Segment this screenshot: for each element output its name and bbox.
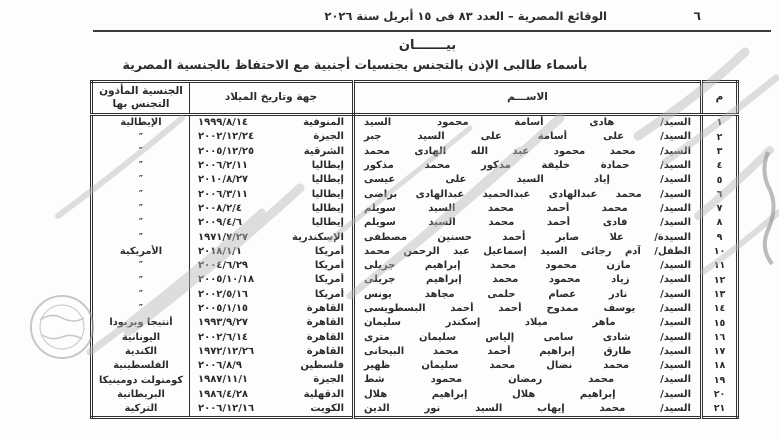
birth-cell-inner	[190, 145, 352, 159]
table-row	[92, 345, 738, 359]
birth-cell	[190, 388, 354, 402]
birth-date: ٢٠٠٤/٦/٢٩	[198, 260, 249, 272]
header-rule	[93, 30, 771, 32]
name-cell: السيد/ نادر عصام حلمى مجاهد يونس	[354, 288, 702, 302]
serial-cell: ١٣	[713, 288, 726, 300]
name-cell: السيد/ ماهر ميلاد إسكندر سليمان	[354, 316, 702, 330]
nationality-cell: ″	[138, 303, 144, 315]
name-cell: السيد/ محمد نضال محمد سليمان ظهير	[354, 359, 702, 373]
birth-cell-inner	[190, 316, 352, 330]
birth-cell-inner	[190, 330, 352, 344]
birth-cell-inner	[190, 187, 352, 201]
table-row	[92, 373, 738, 387]
serial-cell: ٣	[716, 145, 723, 157]
nationality-cell: الفلسطينية	[113, 360, 169, 372]
birth-date: ٢٠١٨/١/١	[198, 245, 242, 257]
birth-cell-inner	[190, 173, 352, 187]
birth-cell	[190, 402, 354, 418]
name-cell: السيد/ هادى أسامة محمود السيد	[354, 115, 702, 131]
birth-cell-inner	[190, 116, 352, 130]
birth-place: أمريكا	[314, 245, 344, 257]
column-header-serial: م	[702, 82, 738, 115]
birth-cell	[190, 316, 354, 330]
serial-cell: ١٢	[713, 274, 726, 286]
birth-place: القاهرة	[306, 345, 344, 357]
birth-place: القاهرة	[306, 303, 344, 314]
birth-cell-inner	[190, 202, 352, 216]
serial-cell: ٤	[716, 160, 723, 172]
name-cell: السيد/ محمد محمود عبد الله الهادى محمد	[354, 145, 702, 159]
birth-cell	[190, 115, 354, 131]
name-cell: السيد/ محمد إيهاب السيد نور الدين	[354, 402, 702, 418]
birth-cell-inner	[190, 288, 352, 302]
naturalization-table	[90, 80, 739, 419]
birth-place: القاهرة	[306, 331, 344, 343]
nationality-cell: ″	[138, 217, 144, 229]
birth-date: ١٩٩٣/٩/٢٧	[198, 317, 249, 329]
column-header-nationality-line2: التجنس بها	[112, 98, 170, 110]
birth-place: إيطاليا	[311, 217, 344, 229]
table-row	[92, 359, 738, 373]
name-cell: السيد/ محمد عبدالهادى عبدالحميد عبدالهادى براضى	[354, 187, 702, 201]
table-row	[92, 330, 738, 344]
nationality-cell: ″	[138, 145, 144, 157]
serial-cell: ٢١	[713, 403, 726, 415]
serial-cell: ٧	[716, 203, 723, 215]
table-row	[92, 202, 738, 216]
nationality-cell: الأمريكية	[119, 245, 163, 257]
birth-cell	[190, 359, 354, 373]
birth-cell	[190, 302, 354, 316]
serial-cell: ٨	[716, 217, 723, 229]
birth-place: فلسطين	[300, 360, 344, 372]
birth-place: أمريكا	[314, 288, 344, 300]
birth-date: ١٩٨٦/٤/٢٨	[198, 388, 249, 400]
nationality-cell: ″	[138, 131, 144, 143]
birth-cell	[190, 159, 354, 173]
birth-place: إيطاليا	[311, 160, 344, 172]
birth-cell-inner	[190, 373, 352, 387]
birth-place: الجيزة	[313, 374, 344, 386]
serial-cell: ١٠	[713, 246, 726, 258]
gazette-header-title: الوقائع المصرية – العدد ٨٣ فى ١٥ أبريل سنة ٢٠٢٦	[324, 9, 607, 23]
birth-cell	[190, 230, 354, 244]
nationality-cell: ″	[138, 274, 144, 286]
birth-date: ٢٠٠٥/١٢/٢٥	[198, 145, 255, 157]
birth-place: المنوفية	[303, 117, 344, 129]
table-row	[92, 230, 738, 244]
birth-date: ٢٠١٠/٨/٢٧	[198, 174, 249, 186]
birth-cell	[190, 245, 354, 259]
table-row	[92, 115, 738, 131]
birth-place: الإسكندرية	[292, 231, 344, 243]
nationality-cell: ″	[138, 260, 144, 272]
birth-cell	[190, 130, 354, 144]
birth-date: ٢٠٠٢/١٢/٢٤	[198, 131, 255, 143]
birth-cell-inner	[190, 245, 352, 259]
table-row	[92, 316, 738, 330]
nationality-cell: ″	[138, 288, 144, 300]
table-header-row	[92, 82, 738, 115]
birth-cell	[190, 330, 354, 344]
nationality-cell: الكندية	[124, 346, 157, 357]
page-number: ٦	[693, 9, 701, 23]
document-title: بيـــــــان	[398, 38, 457, 53]
serial-cell: ١٥	[713, 317, 726, 329]
serial-cell: ١	[716, 117, 723, 129]
birth-cell-inner	[190, 302, 352, 316]
birth-place: الشرقية	[303, 145, 344, 157]
birth-date: ٢٠٠٢/٦/١٤	[198, 331, 249, 343]
name-cell: السيد/ محمد رمضان محمود شط	[354, 373, 702, 387]
serial-cell: ١٩	[713, 374, 726, 386]
serial-cell: ٥	[716, 174, 723, 186]
nationality-cell: اليونانية	[121, 331, 161, 343]
column-header-nationality-line1: الجنسية المأذون	[99, 84, 183, 97]
nationality-cell: كومنولث دومينيكا	[98, 374, 184, 386]
column-header-name: الاســـم	[354, 82, 702, 115]
birth-place: إيطاليا	[311, 188, 344, 200]
birth-cell	[190, 173, 354, 187]
table-row	[92, 145, 738, 159]
birth-cell-inner	[190, 230, 352, 244]
serial-cell: ١٧	[713, 346, 726, 358]
margin-ornament	[764, 152, 773, 264]
birth-cell	[190, 187, 354, 201]
name-cell: السيد/ حمادة خليفة مذكور محمد مذكور	[354, 159, 702, 173]
birth-cell	[190, 373, 354, 387]
document-subtitle: بأسماء طالبى الإذن بالتجنس بجنسيات أجنبية مع الاحتفاظ بالجنسية المصرية	[122, 57, 588, 72]
birth-date: ٢٠٠٦/١٢/١٦	[198, 403, 255, 415]
table-row	[92, 302, 738, 316]
birth-date: ٢٠٠٢/٥/١٦	[198, 288, 249, 300]
birth-cell-inner	[190, 345, 352, 359]
birth-place: الدقهلية	[303, 388, 344, 400]
nationality-cell: التركية	[124, 403, 158, 415]
birth-place: الكويت	[310, 403, 344, 415]
serial-cell: ٩	[716, 231, 723, 243]
birth-date: ٢٠٠٥/١٠/١٨	[198, 274, 255, 286]
birth-place: أمريكا	[314, 274, 344, 286]
birth-place: أمريكا	[314, 260, 344, 272]
birth-cell	[190, 288, 354, 302]
serial-cell: ٢	[716, 131, 723, 143]
birth-date: ٢٠٠٨/٢/٤	[198, 202, 242, 214]
birth-date: ٢٠٠٦/٢/١١	[198, 160, 249, 172]
name-cell: السيد/ طارق إبراهيم أحمد محمد البيحانى	[354, 345, 702, 359]
table-row	[92, 159, 738, 173]
birth-cell	[190, 273, 354, 287]
birth-place: القاهرة	[306, 317, 344, 329]
nationality-cell: أنتيجا وبربودا	[109, 317, 173, 329]
birth-cell	[190, 145, 354, 159]
birth-cell	[190, 216, 354, 230]
official-stamp-circle	[31, 296, 93, 358]
serial-cell: ١٨	[713, 360, 726, 372]
birth-cell	[190, 259, 354, 273]
birth-place: إيطاليا	[311, 202, 344, 214]
name-cell: السيدة/ علا صابر أحمد حسنين مصطفى	[354, 230, 702, 244]
name-cell: السيد/ زياد محمود محمد إبراهيم جريلى	[354, 273, 702, 287]
serial-cell: ١٦	[713, 331, 726, 343]
table-row	[92, 288, 738, 302]
birth-date: ١٩٩٩/٨/١٤	[198, 117, 249, 129]
birth-cell-inner	[190, 402, 352, 416]
name-cell: السيد/ إياد السيد على عيسى	[354, 173, 702, 187]
birth-date: ٢٠٠٩/٤/٦	[198, 217, 242, 229]
column-header-birth: جهة وتاريخ الميلاد	[190, 82, 354, 115]
birth-cell-inner	[190, 130, 352, 144]
birth-cell-inner	[190, 159, 352, 173]
birth-place: إيطاليا	[311, 174, 344, 186]
table-row	[92, 273, 738, 287]
birth-date: ٢٠٠٦/٣/١١	[198, 188, 249, 200]
birth-date: ٢٠٠٦/٨/٩	[198, 360, 242, 372]
serial-cell: ٦	[716, 188, 723, 200]
birth-cell-inner	[190, 273, 352, 287]
serial-cell: ٢٠	[713, 389, 726, 401]
name-cell: السيد/ يوسف ممدوح أحمد أحمد البسطويسى	[354, 302, 702, 316]
table-row	[92, 187, 738, 201]
table-row	[92, 245, 738, 259]
nationality-cell: الإيطالية	[120, 117, 162, 129]
table-row	[92, 130, 738, 144]
table-row	[92, 259, 738, 273]
birth-cell-inner	[190, 388, 352, 402]
birth-cell-inner	[190, 216, 352, 230]
naturalization-table-wrapper	[90, 80, 739, 419]
birth-date: ٢٠٠٥/١/١٥	[198, 303, 249, 314]
birth-place: الجيزة	[313, 131, 344, 143]
name-cell: السيد/ شادى سامى إلياس سليمان مترى	[354, 330, 702, 344]
name-cell: الطفل/ آدم رجائى السيد إسماعيل عبد الرحمن محمد	[354, 245, 702, 259]
table-row	[92, 173, 738, 187]
birth-date: ١٩٧١/٧/٢٧	[198, 231, 249, 243]
nationality-cell: ″	[138, 174, 144, 186]
birth-cell	[190, 202, 354, 216]
birth-cell-inner	[190, 359, 352, 373]
name-cell: السيد/ محمد أحمد محمد السيد سويلم	[354, 202, 702, 216]
name-cell: السيد/ مازن محمود محمد إبراهيم جريلى	[354, 259, 702, 273]
name-cell: السيد/ فادى أحمد محمد السيد سويلم	[354, 216, 702, 230]
table-row	[92, 216, 738, 230]
nationality-cell: البريطانية	[117, 388, 165, 400]
nationality-cell: ″	[138, 203, 144, 215]
name-cell: السيد/ على أسامة على السيد جبر	[354, 130, 702, 144]
birth-cell	[190, 345, 354, 359]
nationality-cell: ″	[138, 188, 144, 200]
birth-date: ١٩٨٧/١١/١	[198, 374, 249, 386]
serial-cell: ١١	[713, 260, 726, 272]
table-row	[92, 402, 738, 418]
name-cell: السيد/ إبراهيم هلال إبراهيم هلال	[354, 388, 702, 402]
table-row	[92, 388, 738, 402]
serial-cell: ١٤	[713, 303, 726, 315]
column-header-nationality	[92, 82, 190, 115]
birth-date: ١٩٧٢/١٢/٢٦	[198, 345, 255, 357]
birth-cell-inner	[190, 259, 352, 273]
nationality-cell: ″	[138, 160, 144, 172]
nationality-cell: ″	[138, 231, 144, 243]
